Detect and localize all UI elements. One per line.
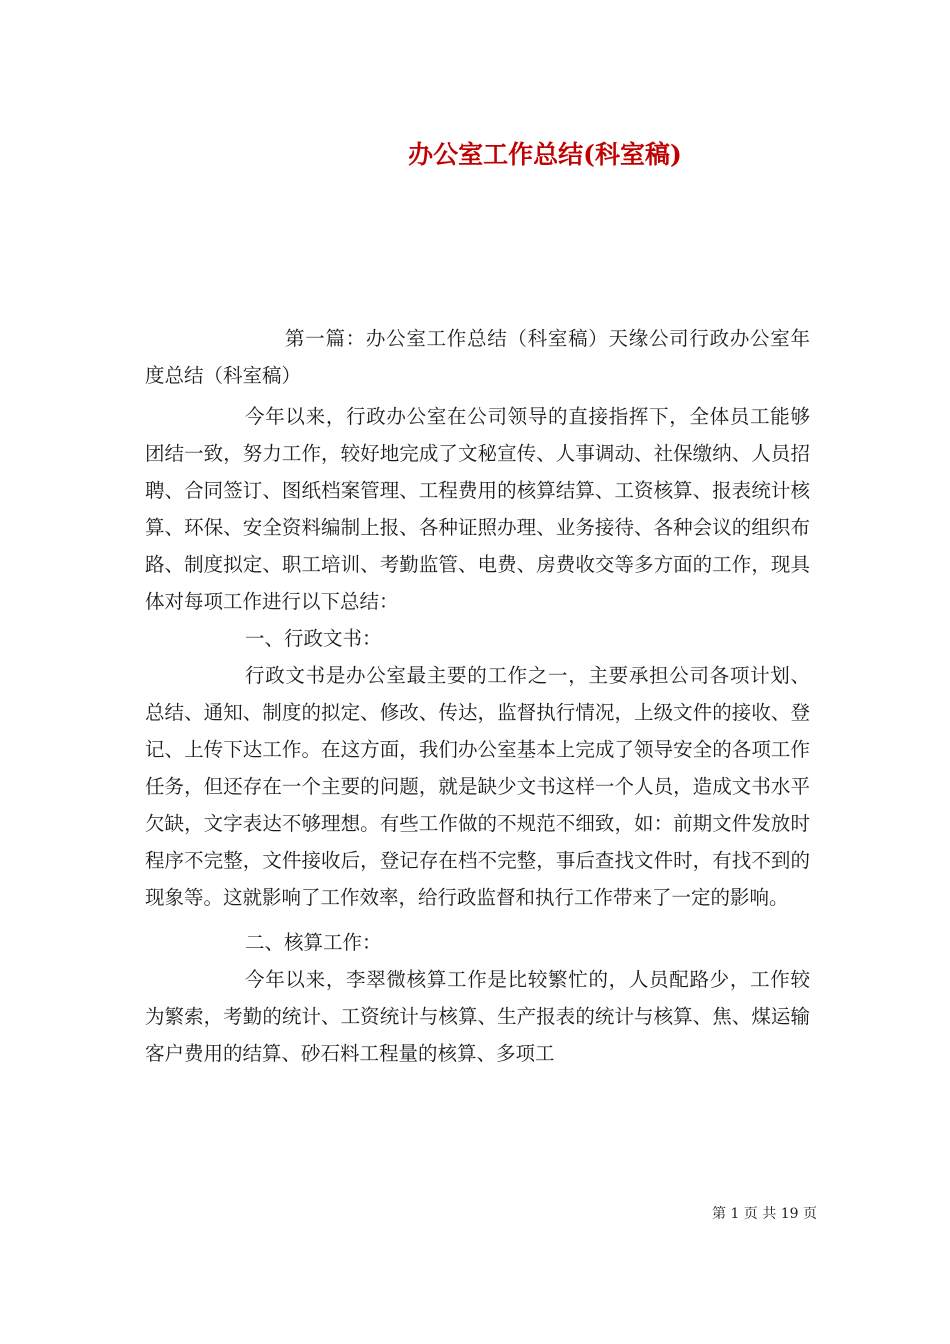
section-heading-admin-docs: 一、行政文书：	[245, 627, 382, 650]
section-heading-accounting: 二、核算工作：	[245, 931, 382, 954]
intro-paragraph: 第一篇：办公室工作总结（科室稿）天缘公司行政办公室年度总结（科室稿）	[145, 327, 810, 387]
document-title: 办公室工作总结(科室稿)	[408, 140, 682, 169]
accounting-paragraph: 今年以来，李翠微核算工作是比较繁忙的，人员配路少，工作较为繁索，考勤的统计、工资统计与核算、生产报表的统计与核算、焦、煤运输客户费用的结算、砂石料工程量的核算、多项工	[145, 968, 810, 1065]
admin-docs-paragraph: 行政文书是办公室最主要的工作之一，主要承担公司各项计划、总结、通知、制度的拟定、修改、传达，监督执行情况，上级文件的接收、登记、上传下达工作。在这方面，我们办公室基本上完成了领导安全的各项工作任务，但还存在一个主要的问题，就是缺少文书这样一个人员，造成文书水平欠缺，文字表达不够理想。有些工作做的不规范不细致，如：前期文件发放时程序不完整，文件接收后，登记存在档不完整，事后查找文件时，有找不到的现象等。这就影响了工作效率，给行政监督和执行工作带来了一定的影响。	[145, 664, 810, 909]
summary-paragraph: 今年以来，行政办公室在公司领导的直接指挥下，全体员工能够团结一致，努力工作，较好地完成了文秘宣传、人事调动、社保缴纳、人员招聘、合同签订、图纸档案管理、工程费用的核算结算、工资核算、报表统计核算、环保、安全资料编制上报、各种证照办理、业务接待、各种会议的组织布路、制度拟定、职工培训、考勤监管、电费、房费收交等多方面的工作，现具体对每项工作进行以下总结：	[145, 405, 810, 613]
document-body	[145, 320, 810, 1072]
page-number: 第 1 页 共 19 页	[712, 1206, 817, 1222]
